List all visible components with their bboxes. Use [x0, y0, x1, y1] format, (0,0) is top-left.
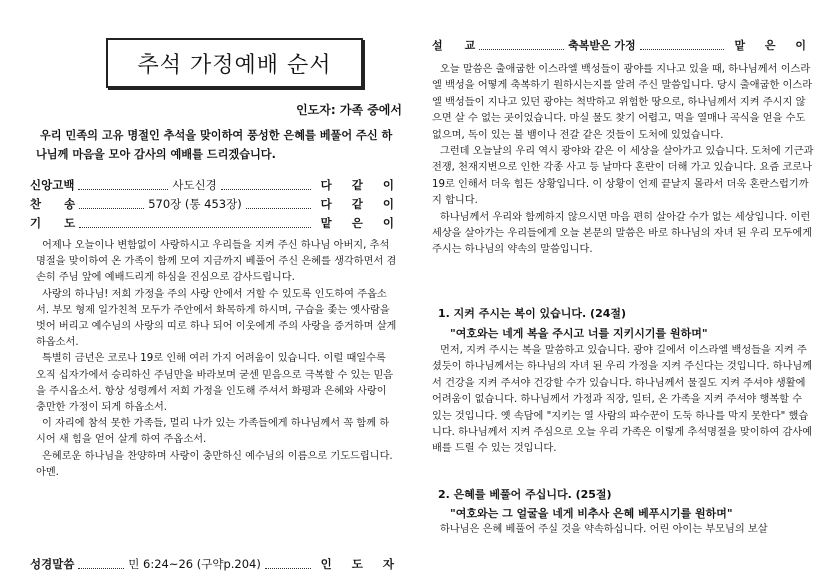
sermon-paragraph: 오늘 말씀은 출애굽한 이스라엘 백성들이 광야를 지나고 있을 때, 하나님께서 이스라엘 백성을 어떻게 축복하기 원하시는지를 알려 주신 말씀입니다. 당시 출애굽한 이스라엘 백성들이 지나고 있던 광야는 척박하고 위험한 땅으로, 하나님께서 지켜 주시지 않으면 살 수 없는 곳이었습니다. 마실 물도 찾기 어렵고, 먹을 열매나 곡식을 얻을 수도 없으며, 독이 있는 불 뱀이나 전갈 같은 것들이 도처에 있었습니다.: [432, 64, 813, 141]
order-row-prayer: [30, 215, 402, 231]
dot-leader: [640, 41, 725, 50]
prayer-text: [36, 238, 398, 481]
dot-leader: [221, 181, 311, 190]
prayer-paragraph: 특별히 금년은 코로나 19로 인해 여러 가지 어려움이 있습니다. 이럴 때일수록 오직 십자가에서 승리하신 주님만을 바라보며 굳센 믿음으로 극복할 수 있는 믿음을 주시옵소서. 항상 성령께서 저희 가정을 인도해 주셔서 화평과 은혜와 사랑이 충만한 가정이 되게 하옵소서.: [36, 353, 394, 414]
order-who: 맡 은 이: [734, 39, 814, 52]
order-item: 축복받은 가정: [568, 39, 636, 52]
prayer-paragraph: 이 자리에 참석 못한 가족들, 멀리 나가 있는 가족들에게 하나님께서 꼭 함께 하시어 새 힘을 얻어 살게 하여 주옵소서.: [36, 418, 390, 446]
prayer-paragraph: 사랑의 하나님! 저희 가정을 주의 사랑 안에서 거할 수 있도록 인도하여 주옵소서. 부모 형제 일가친척 모두가 주안에서 화목하게 하시며, 구습을 좇는 옛사람을 벗어 버리고 예수님의 사랑의 띠로 하나 되어 이웃에게 주의 사랑을 증거하며 살게 하옵소서.: [36, 288, 397, 349]
leader-label: 인도자: 가족 중에서: [296, 103, 402, 117]
section-heading: 2. 은혜를 베풀어 주십니다. (25절): [438, 488, 612, 501]
dot-leader: [79, 200, 144, 209]
section-body: [432, 343, 814, 458]
intro-text: 우리 민족의 고유 명절인 추석을 맞이하여 풍성한 은혜를 베풀어 주신 하나님께 마음을 모아 감사의 예배를 드리겠습니다.: [36, 129, 393, 161]
sermon-intro: [432, 62, 814, 259]
order-row-sermon: [432, 37, 814, 53]
order-who: 다 같 이: [320, 197, 403, 211]
order-name: 설 교: [432, 39, 476, 52]
section-heading: 1. 지켜 주시는 복이 있습니다. (24절): [438, 307, 627, 320]
order-who: 맡 은 이: [320, 216, 402, 230]
section-body: [432, 522, 814, 538]
prayer-paragraph: 어제나 오늘이나 변함없이 사랑하시고 우리들을 지켜 주신 하나님 아버지, 추석 명절을 맞이하여 온 가족이 함께 모여 지금까지 베풀어 주신 은혜를 생각하면서 겸손히 주님 앞에 예배드리게 하심을 진심으로 감사드립니다.: [36, 240, 397, 284]
order-row-hymn: [30, 196, 402, 212]
order-row-scripture: [30, 556, 402, 572]
section-quote: "여호와는 네게 복을 주시고 너를 지키시기를 원하며": [450, 327, 708, 340]
dot-leader: [78, 181, 168, 190]
order-row-creed: [30, 177, 402, 193]
order-item: 민 6:24~26 (구약p.204): [128, 557, 261, 571]
order-name: 신앙고백: [30, 178, 75, 192]
order-item: 사도신경: [172, 178, 217, 192]
dot-leader: [265, 560, 311, 569]
order-name: 기 도: [30, 216, 76, 230]
order-who: 다 같 이: [320, 178, 402, 192]
dot-leader: [246, 200, 311, 209]
title-box: [106, 38, 363, 88]
section-paragraph: 하나님은 은혜 베풀어 주실 것을 약속하십니다. 어린 아이는 부모님의 보살: [440, 524, 768, 535]
dot-leader: [479, 41, 564, 50]
order-name: 성경말씀: [30, 557, 75, 571]
prayer-paragraph: 은혜로운 하나님을 찬양하며 사랑이 충만하신 예수님의 이름으로 기도드립니다. 아멘.: [36, 450, 393, 478]
order-who: 인 도 자: [320, 557, 402, 571]
page-title: 추석 가정예배 순서: [137, 52, 332, 78]
sermon-paragraph: 하나님께서 우리와 함께하지 않으시면 마음 편히 살아갈 수가 없는 세상입니다. 이런 세상을 살아가는 우리들에게 오늘 본문의 말씀은 바로 하나님의 자녀 된 우리 모두에게 주시는 하나님의 약속의 말씀입니다.: [432, 211, 813, 256]
section-paragraph: 먼저, 지켜 주시는 복을 말씀하고 있습니다. 광야 길에서 이스라엘 백성들을 지켜 주셨듯이 하나님께서는 하나님의 자녀 된 우리 가정을 지켜 주신다는 것입니다. 하나님께서 건강을 지켜 주셔야 건강할 수가 있습니다. 하나님께서 물질도 지켜 주셔야 생활에 어려움이 없습니다. 하나님께서 가정과 직장, 일터, 온 가족을 지켜 주셔야 행복할 수 있는 것입니다. 옛 속담에 "지키는 열 사람의 파수꾼이 도둑 하나를 막지 못한다" 했습니다. 하나님께서 지켜 주심으로 오늘 우리 가족은 이렇게 추석명절을 맞이하여 감사예배를 드릴 수 있는 것입니다.: [432, 345, 813, 455]
dot-leader: [78, 560, 124, 569]
section-quote: "여호와는 그 얼굴을 네게 비추사 은혜 베푸시기를 원하며": [450, 507, 733, 520]
order-item: 570장 (통 453장): [148, 197, 242, 211]
order-name: 찬 송: [30, 197, 76, 211]
dot-leader: [79, 219, 310, 228]
sermon-paragraph: 그런데 오늘날의 우리 역시 광야와 같은 이 세상을 살아가고 있습니다. 도처에 기근과 전쟁, 천재지변으로 인한 각종 사고 등 날마다 혼란이 더해 가고 있습니다. 요즘 코로나 19로 인해서 더욱 힘든 상황입니다. 이 상황이 언제 끝날지 몰라서 더욱 혼란스럽기까지 합니다.: [432, 146, 814, 207]
